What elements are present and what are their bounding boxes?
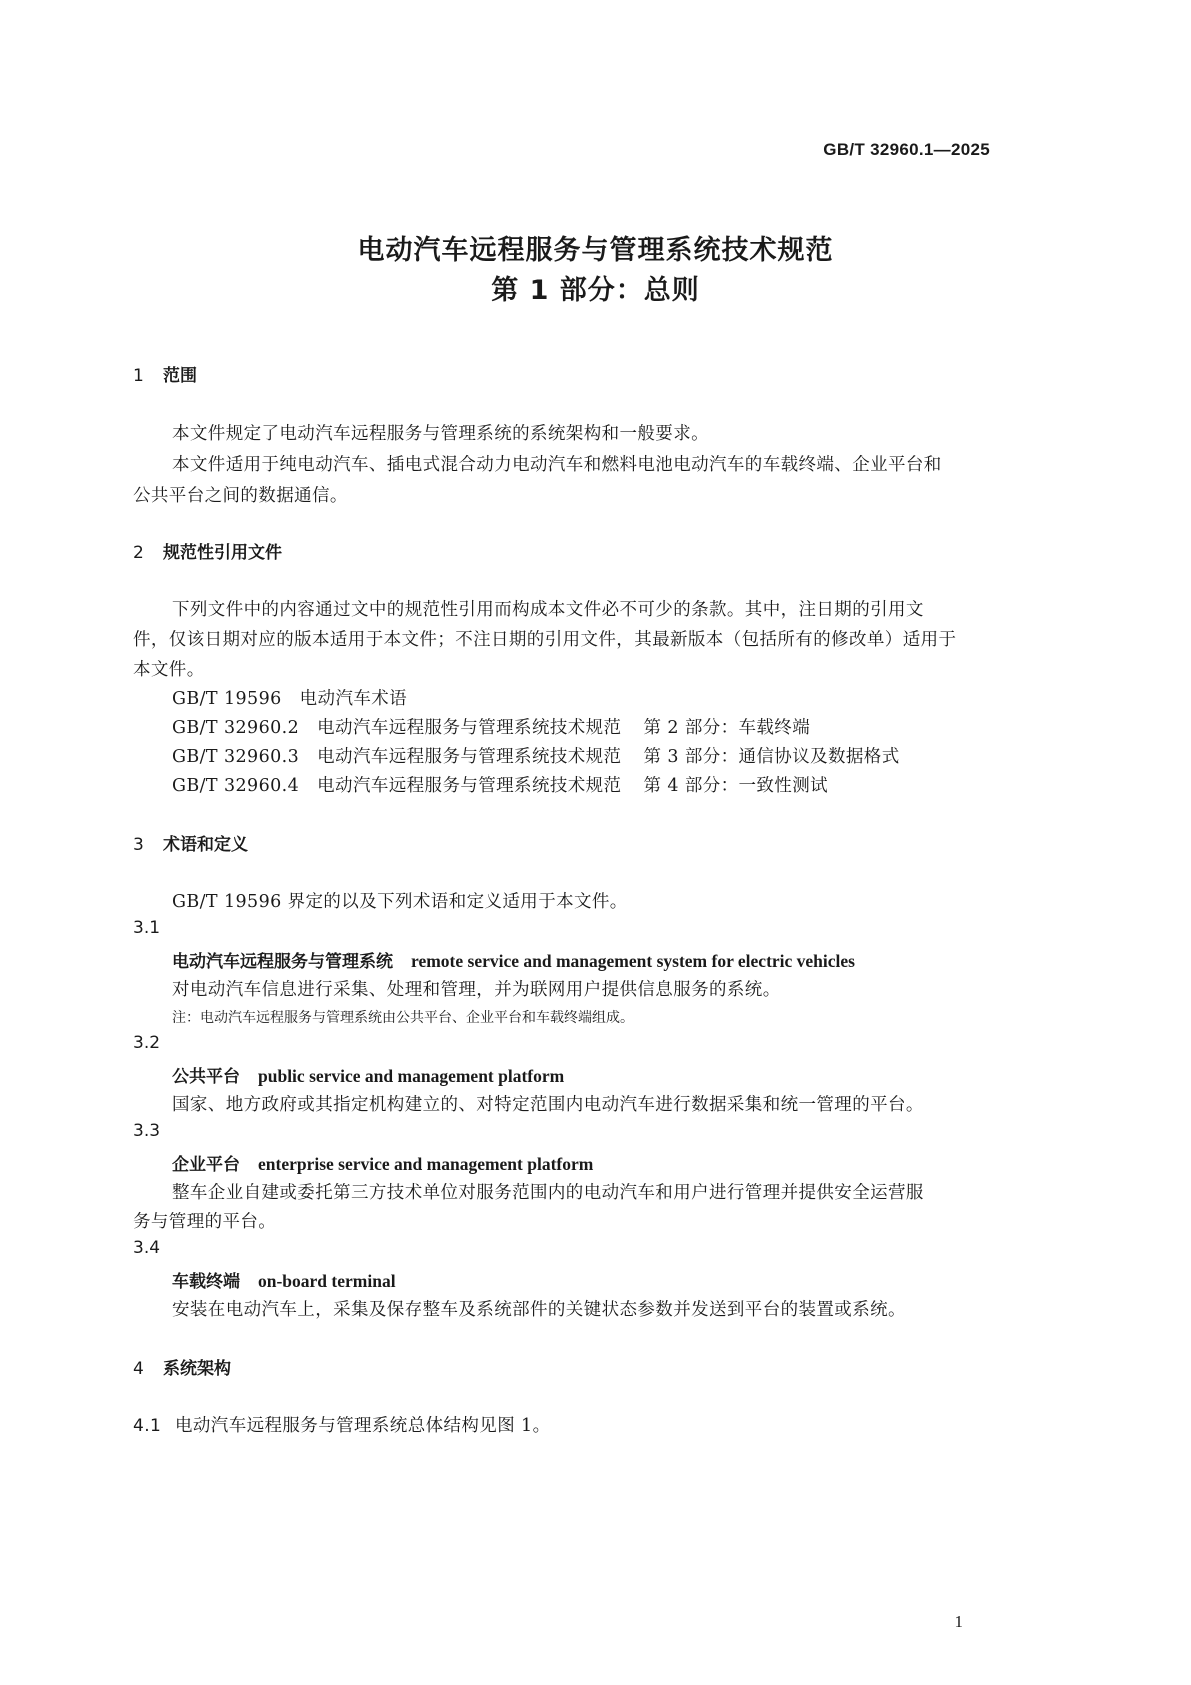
term-zh: 车载终端 [172, 1272, 240, 1292]
term-zh: 公共平台 [172, 1067, 240, 1087]
section-1-heading [133, 361, 197, 386]
term-zh: 企业平台 [172, 1155, 240, 1175]
section-4-heading [133, 1354, 231, 1379]
section-title: 范围 [163, 366, 197, 386]
term-number: 3.4 [133, 1238, 161, 1258]
document-title: 电动汽车远程服务与管理系统技术规范 [357, 235, 834, 266]
term-entry [172, 1062, 564, 1087]
reference-code: GB/T 32960.2 [172, 718, 300, 738]
term-definition: 对电动汽车信息进行采集、处理和管理，并为联网用户提供信息服务的系统。 [172, 980, 781, 1000]
section-2-heading [133, 538, 282, 563]
document-subtitle: 第 1 部分：总则 [491, 275, 700, 306]
term-definition: 整车企业自建或委托第三方技术单位对服务范围内的电动汽车和用户进行管理并提供安全运营服 [172, 1183, 924, 1203]
paragraph-continuation: 件，仅该日期对应的版本适用于本文件；不注日期的引用文件，其最新版本（包括所有的修改单）适用于 [133, 630, 957, 650]
section-number: 2 [133, 543, 144, 563]
term-number: 3.1 [133, 918, 161, 938]
term-number: 3.3 [133, 1121, 161, 1141]
section-number: 1 [133, 366, 144, 386]
term-definition-continuation: 务与管理的平台。 [133, 1212, 277, 1232]
term-entry [172, 1150, 593, 1175]
reference-code: GB/T 32960.3 [172, 747, 300, 767]
reference-part: 第 2 部分：车载终端 [643, 718, 811, 738]
reference-code: GB/T 19596 [172, 689, 282, 709]
standard-number: GB/T 32960.1—2025 [823, 140, 990, 159]
paragraph-continuation: 本文件。 [133, 660, 205, 680]
term-definition: 国家、地方政府或其指定机构建立的、对特定范围内电动汽车进行数据采集和统一管理的平台。 [172, 1095, 924, 1115]
reference-title: 电动汽车术语 [299, 689, 408, 709]
reference-item [172, 685, 407, 710]
term-definition: 安装在电动汽车上，采集及保存整车及系统部件的关键状态参数并发送到平台的装置或系统。 [172, 1300, 906, 1320]
paragraph: 本文件适用于纯电动汽车、插电式混合动力电动汽车和燃料电池电动汽车的车载终端、企业平台和 [172, 455, 942, 475]
subclause-text: 电动汽车远程服务与管理系统总体结构见图 1。 [175, 1416, 551, 1436]
reference-part: 第 3 部分：通信协议及数据格式 [643, 747, 900, 767]
reference-part: 第 4 部分：一致性测试 [643, 776, 829, 796]
term-en: public service and management platform [258, 1066, 565, 1086]
term-entry [172, 1267, 396, 1292]
paragraph: 本文件规定了电动汽车远程服务与管理系统的系统架构和一般要求。 [172, 424, 709, 444]
paragraph: 下列文件中的内容通过文中的规范性引用而构成本文件必不可少的条款。其中，注日期的引用文 [172, 600, 924, 620]
term-en: remote service and management system for electric vehicles [411, 951, 855, 971]
reference-title: 电动汽车远程服务与管理系统技术规范 [317, 776, 622, 796]
term-note: 注：电动汽车远程服务与管理系统由公共平台、企业平台和车载终端组成。 [172, 1010, 634, 1026]
term-en: on-board terminal [258, 1271, 396, 1291]
reference-title: 电动汽车远程服务与管理系统技术规范 [317, 718, 622, 738]
subclause-number: 4.1 [133, 1416, 162, 1436]
term-en: enterprise service and management platform [258, 1154, 594, 1174]
page-number: 1 [954, 1612, 963, 1631]
section-title: 系统架构 [163, 1359, 231, 1379]
paragraph: GB/T 19596 界定的以及下列术语和定义适用于本文件。 [172, 892, 628, 912]
paragraph-continuation: 公共平台之间的数据通信。 [133, 486, 348, 506]
section-number: 4 [133, 1359, 144, 1379]
reference-item [172, 743, 900, 768]
reference-item [172, 772, 828, 797]
reference-title: 电动汽车远程服务与管理系统技术规范 [317, 747, 622, 767]
term-zh: 电动汽车远程服务与管理系统 [172, 952, 393, 972]
reference-code: GB/T 32960.4 [172, 776, 300, 796]
section-title: 规范性引用文件 [163, 543, 282, 563]
term-entry [172, 947, 855, 972]
section-number: 3 [133, 835, 144, 855]
section-title: 术语和定义 [163, 835, 248, 855]
section-3-heading [133, 830, 248, 855]
subclause [133, 1412, 551, 1437]
reference-item [172, 714, 810, 739]
term-number: 3.2 [133, 1033, 161, 1053]
